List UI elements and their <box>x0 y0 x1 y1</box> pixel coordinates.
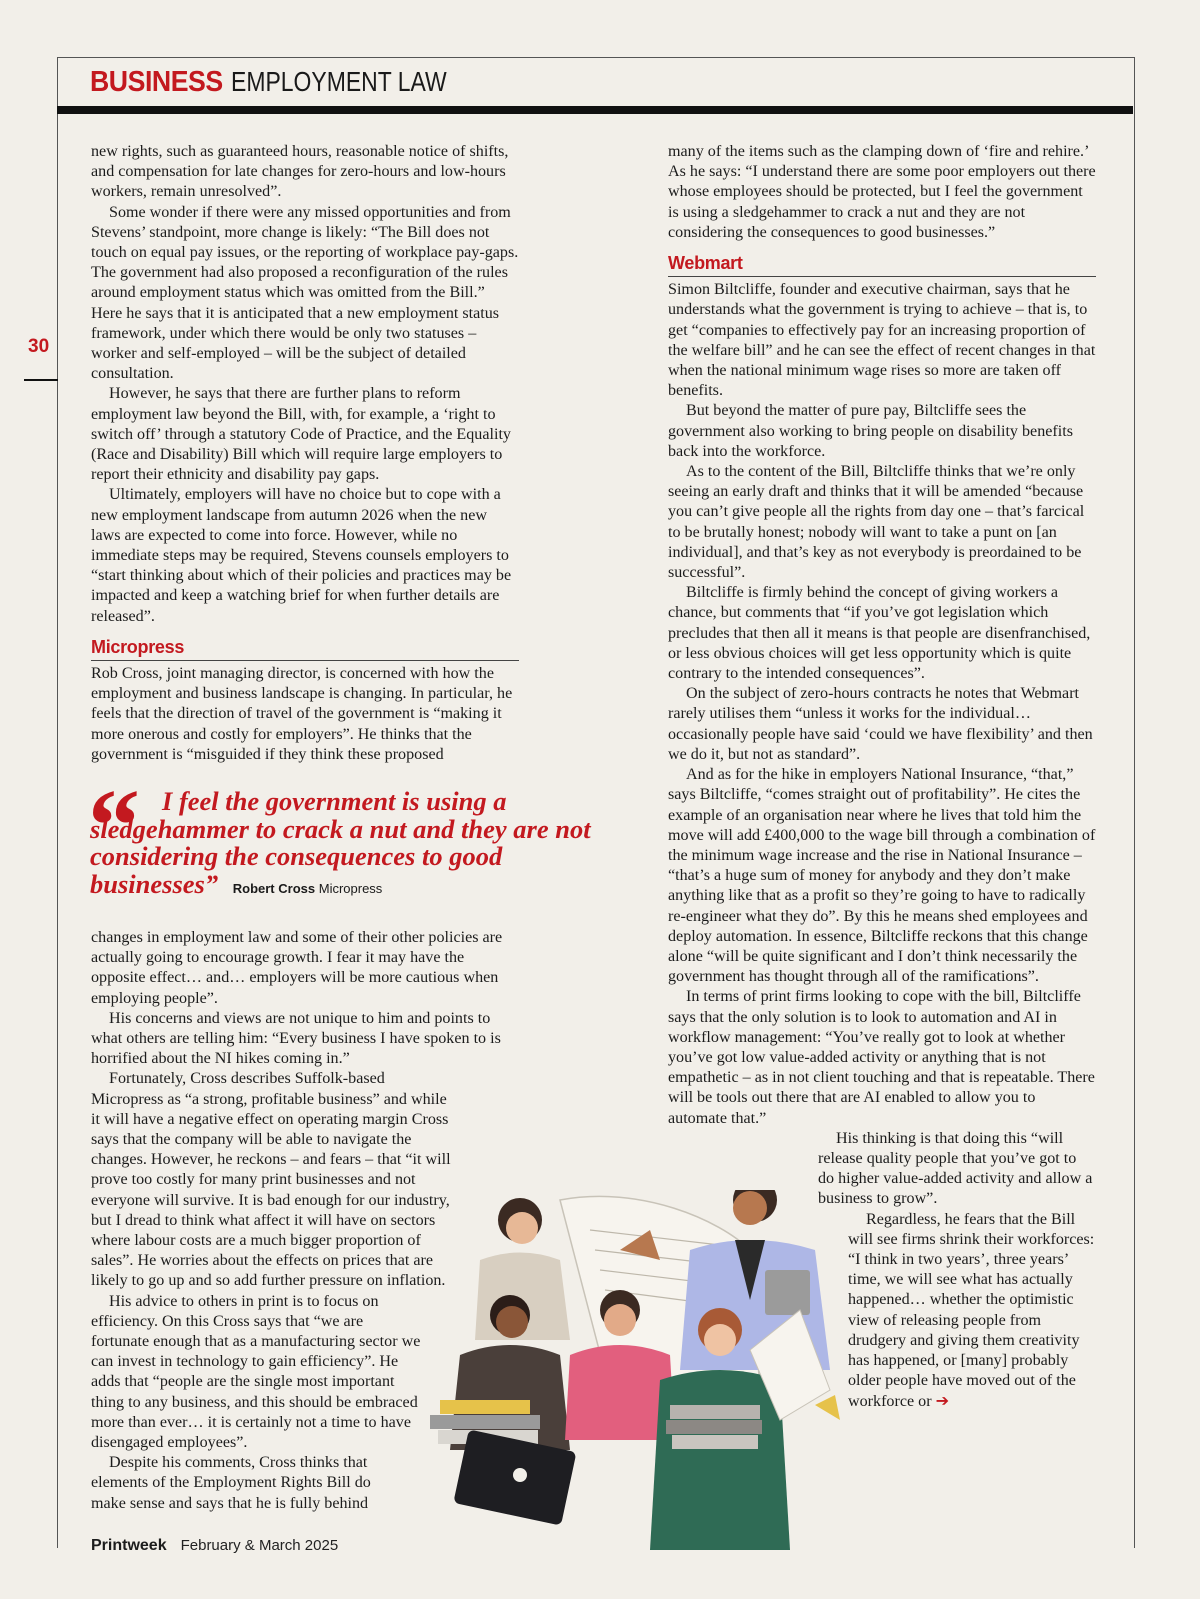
body-paragraph: Rob Cross, joint managing director, is concerned with how the employment and business landscape is changing. In particular, he feels that the direction of travel of the government is “making it more onerous and costly for employers”. He thinks that the government is “misguided if they think these proposed <box>91 665 513 763</box>
body-paragraph: His thinking is that doing this “will release quality people that you’ve got to do higher value-added activity and allow a business to grow”. <box>818 1129 1093 1208</box>
body-paragraph: Despite his comments, Cross thinks that elements of the Employment Rights Bill do make sense and says that he is fully behind <box>91 1454 371 1512</box>
body-paragraph: As to the content of the Bill, Biltcliffe thinks that we’re only seeing an early draft and thinks that it will be amended “because you can’t give people all the rights from day one – that’s farcical to be brutally honest; nobody will want to take a punt on [an individual], and that’s key as not everybody is preordained to be successful”. <box>668 463 1085 582</box>
body-paragraph: On the subject of zero-hours contracts he notes that Webmart rarely utilises them “unless it works for the individual… occasionally people have said ‘could we have flexibility’ and then we do it, but not as standard”. <box>668 685 1093 763</box>
micropress-heading: Micropress <box>91 637 519 661</box>
column-left-top <box>91 142 519 765</box>
body-paragraph: In terms of print firms looking to cope with the bill, Biltcliffe says that the only solution is to look to automation and AI in workflow management: “You’ve really got to look at whether you’ve got low value-added activity or anything that is not empathetic – as in not client touching and that is repeatable. There will be tools out there that are AI enabled to allow you to automate that.” <box>668 988 1095 1127</box>
quote-mark-icon: “ <box>88 768 140 883</box>
header-rule <box>57 106 1133 114</box>
body-paragraph: Some wonder if there were any missed opportunities and from Stevens’ standpoint, more change is likely: “The Bill does not touch on equal pay issues, or the reporting of workplace pay-gaps. The government had also proposed a reconfiguration of the rules around employment status which was omitted from the Bill.” Here he says that it is anticipated that a new employment status framework, under which there would be only two statuses – worker and self-employed – will be the subject of detailed consultation. <box>91 203 519 383</box>
attribution-name: Robert Cross <box>232 880 316 896</box>
body-paragraph: His advice to others in print is to focus on efficiency. On this Cross says that “we are fortunate enough that as a manufacturing sector we can invest in technology to gain efficiency”. He adds that “people are the single most important thing to any business, and this should be embraced more than ever… it is certainly not a time to have disengaged employees”. <box>91 1292 421 1452</box>
body-paragraph: However, he says that there are further plans to reform employment law beyond the Bill, with, for example, a ‘right to switch off’ through a statutory Code of Practice, and the Equality (Race and Disability) Bill which will require large employers to report their ethnicity and disability pay gaps. <box>91 385 511 484</box>
pull-quote <box>88 768 630 902</box>
continue-arrow-icon: ➔ <box>935 1391 950 1411</box>
page-footer <box>91 1537 338 1555</box>
body-paragraph <box>848 1210 1096 1413</box>
page-header <box>90 66 494 106</box>
body-paragraph: His concerns and views are not unique to him and points to what others are telling him: “Every business I have spoken to is horrified about the NI hikes coming in.” <box>91 1009 501 1068</box>
pull-quote-attribution <box>233 881 383 896</box>
page-number-rule <box>24 379 58 381</box>
section-label: BUSINESS <box>90 66 223 98</box>
body-paragraph: Ultimately, employers will have no choice but to cope with a new employment landscape from autumn 2026 when the new laws are expected to come into force. However, while no immediate steps may be required, Stevens counsels employers to “start thinking about which of their policies and practices may be impacted and keep a watching brief for when further details are released”. <box>91 486 512 625</box>
office-workers-illustration <box>420 1190 870 1570</box>
webmart-heading: Webmart <box>668 253 1096 277</box>
body-paragraph: Fortunately, Cross describes Suffolk-based Micropress as “a strong, profitable business” and while it will have a negative effect on operating margin Cross says that the company will be able to navigate the changes. However, he reckons – and fears – that “it will prove too costly for many print businesses and not everyone will survive. It is bad enough for our industry, but I dread to think what affect it will have on sectors where labour costs are a much bigger proportion of sales”. He worries about the effects on prices that are likely to go up and so add further pressure on inflation. <box>91 1070 451 1290</box>
body-paragraph: But beyond the matter of pure pay, Biltcliffe sees the government also working to bring people on disability benefits back into the workforce. <box>668 402 1073 460</box>
body-paragraph: Simon Biltcliffe, founder and executive chairman, says that he understands what the government is trying to achieve – that is, to get “companies to effectively pay for an increasing proportion of the welfare bill” and he can see the effect of recent changes in that when the national minimum wage rises so more are taken off benefits. <box>668 281 1096 400</box>
body-paragraph: And as for the hike in employers National Insurance, “that,” says Biltcliffe, “comes straight out of profitability”. He cites the example of an organisation near where he lives that told him the move will add £400,000 to the wage bill through a combination of the minimum wage increase and the rise in National Insurance – “that’s a huge sum of money for anybody and they don’t make anything like that as a profit so they’re going to have to radically re-engineer what they do”. By this he means shed employees and deploy automation. In essence, Biltcliffe reckons that this change alone “will be quite significant and I don’t think necessarily the government has thought through all of the ramifications”. <box>668 766 1096 986</box>
page-number: 30 <box>28 336 50 357</box>
footer-brand: Printweek <box>91 1537 167 1554</box>
pull-quote-line-1: I feel the government is using a <box>162 786 507 816</box>
body-paragraph: changes in employment law and some of their other policies are actually going to encourage growth. I fear it may have the opposite effect… and… employers will be more cautious when employing people”. <box>91 929 503 1007</box>
body-paragraph: Biltcliffe is firmly behind the concept of giving workers a chance, but comments that “if you’ve got legislation which precludes that then all it means is that people are disenfranchised, or less obvious choices will get less opportunity which is quite contrary to the intended consequences”. <box>668 584 1091 683</box>
body-text: Regardless, he fears that the Bill will see firms shrink their workforces: “I think in two years’, three years’ time, we will see what has actually happened… whether the optimistic view of releasing people from drudgery and giving them creativity has happened, or [many] probably older people have moved out of the workforce or <box>848 1210 1095 1411</box>
attribution-company: Micropress <box>318 880 383 896</box>
footer-issue: February & March 2025 <box>180 1537 339 1554</box>
body-paragraph: many of the items such as the clamping down of ‘fire and rehire.’ As he says: “I understand there are some poor employers out there whose employees should be protected, but I feel the government is using a sledgehammer to crack a nut and they are not considering the consequences to good businesses.” <box>668 143 1096 241</box>
pull-quote-text: sledgehammer to crack a nut and they are not considering the consequences to good businesses” <box>90 813 591 899</box>
body-paragraph: new rights, such as guaranteed hours, reasonable notice of shifts, and compensation for late changes for zero-hours and low-hours workers, remain unresolved”. <box>91 143 509 201</box>
subsection-label: EMPLOYMENT LAW <box>231 66 447 97</box>
